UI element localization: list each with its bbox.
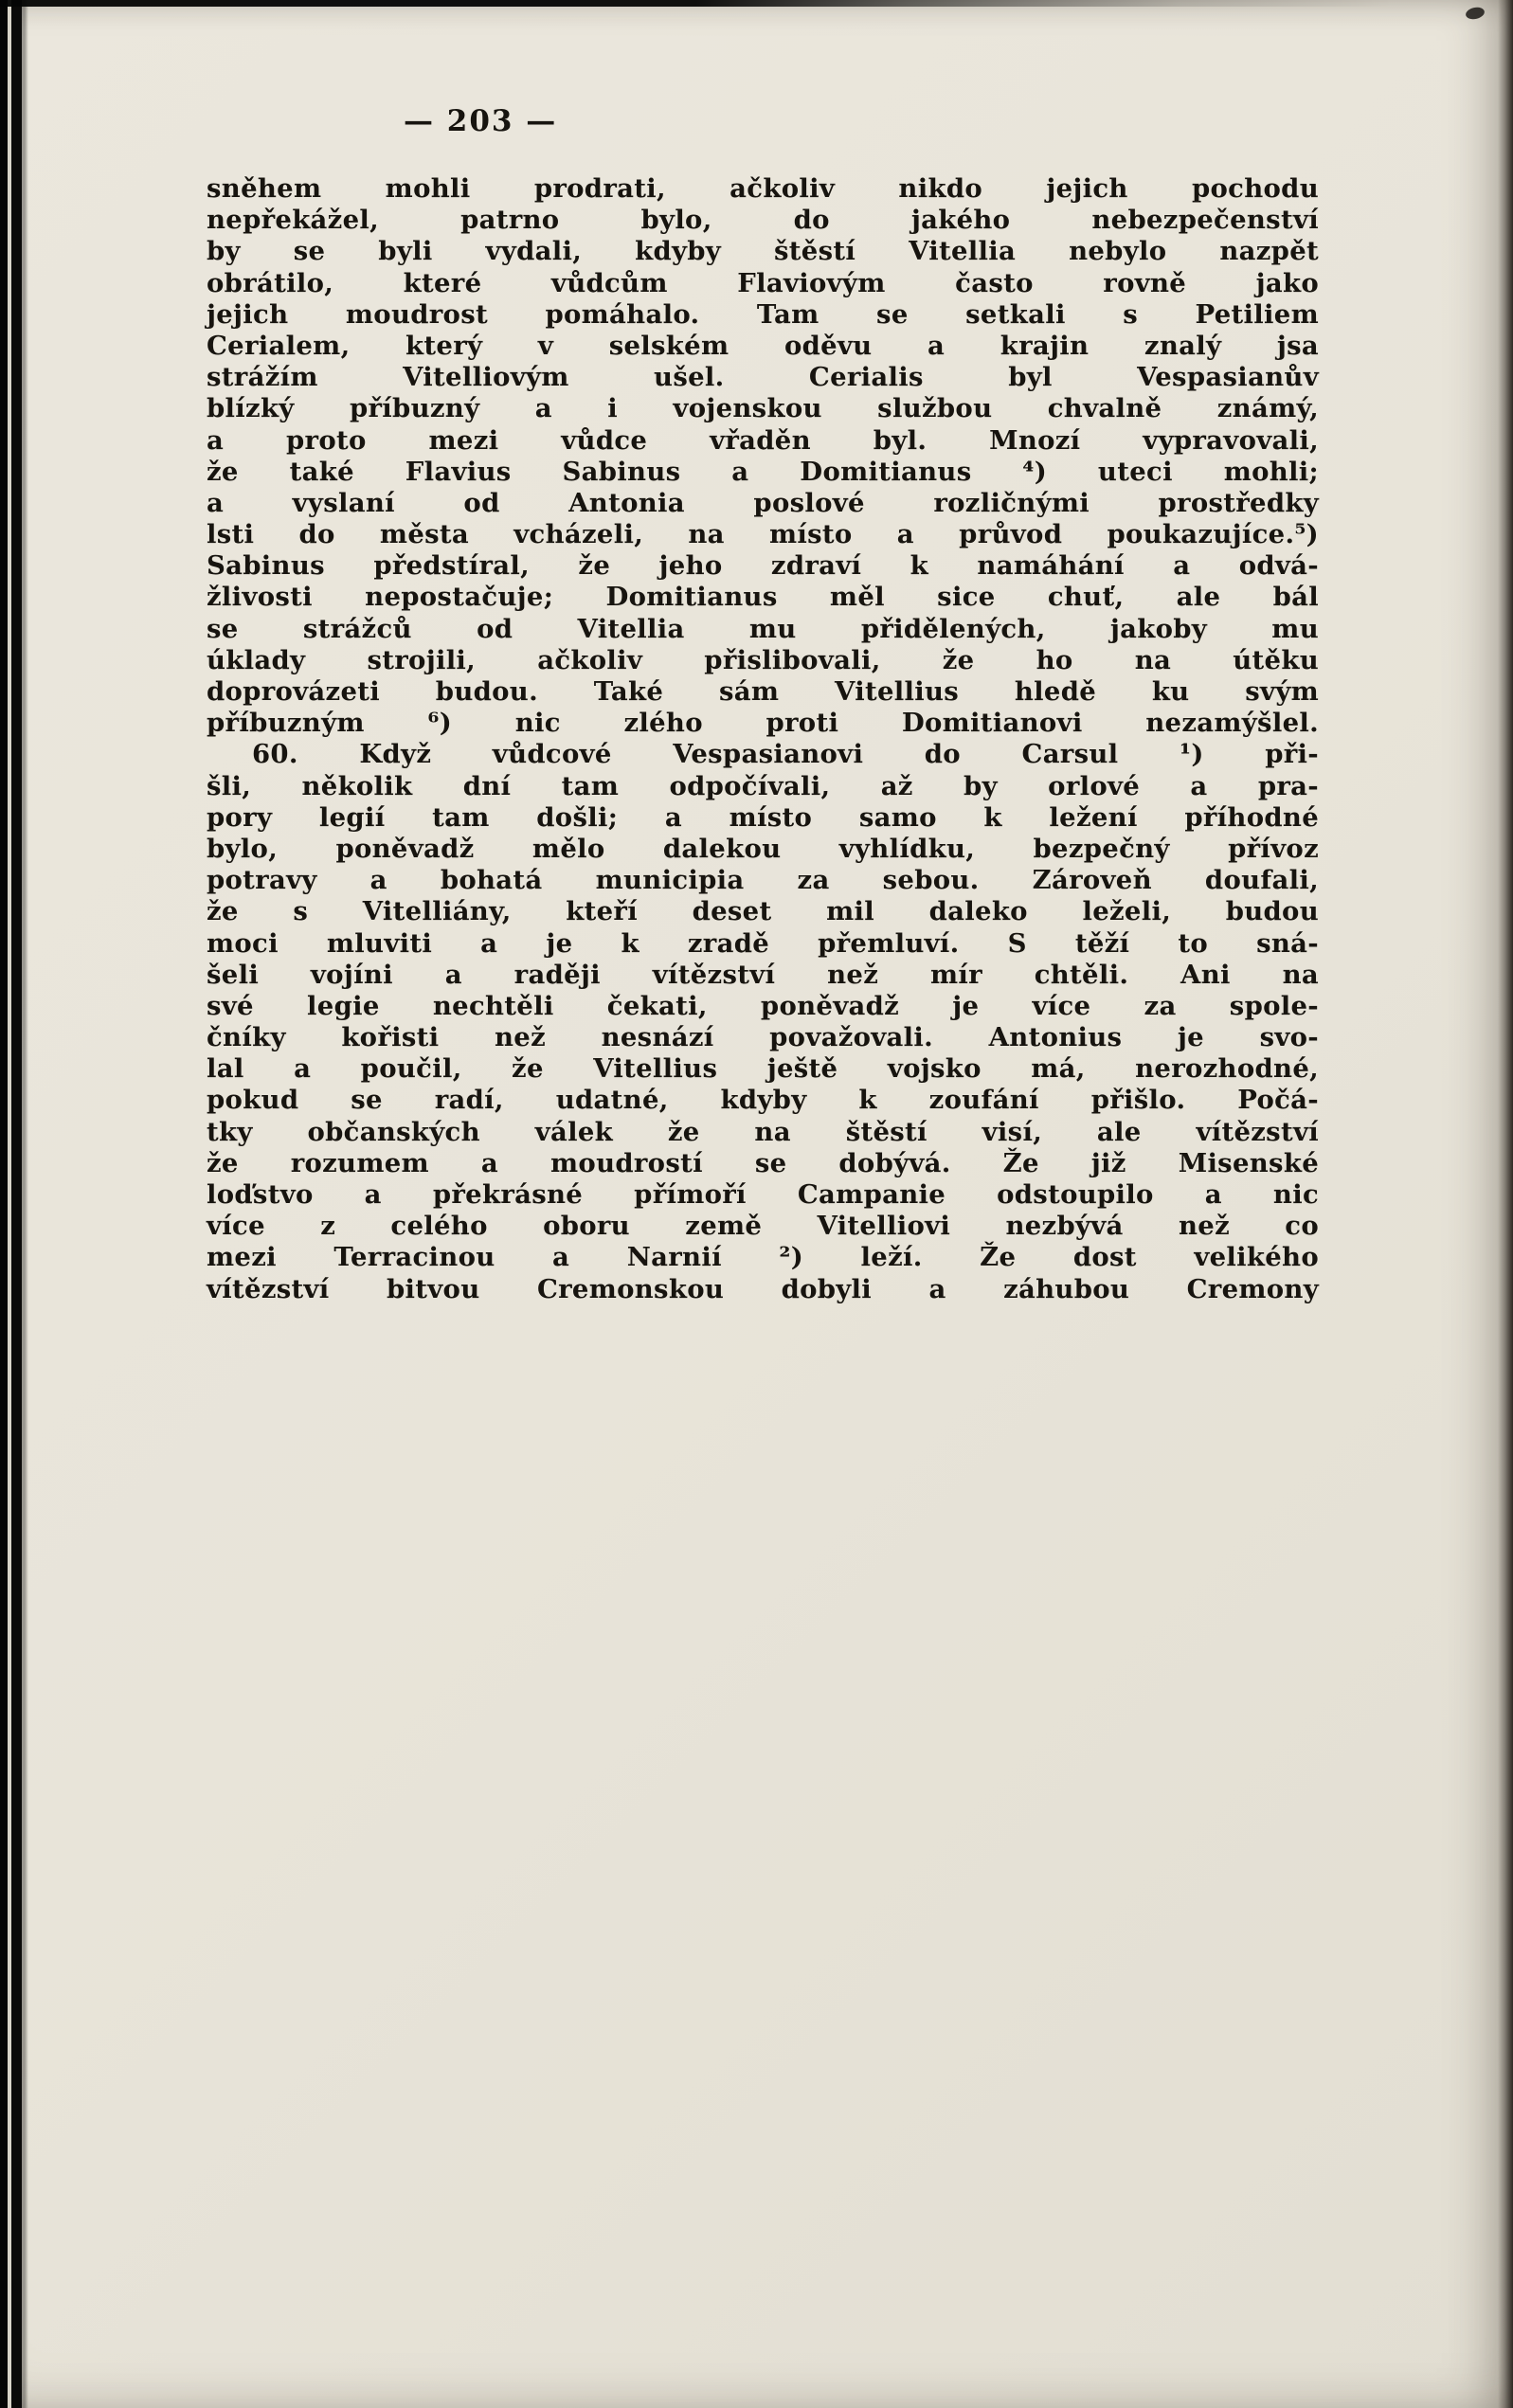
text-line: strážím Vitelliovým ušel. Cerialis byl Vespasianův (207, 362, 1319, 393)
text-line: lal a poučil, že Vitellius ještě vojsko má, nerozhodné, (207, 1053, 1319, 1085)
text-line: jejich moudrost pomáhalo. Tam se setkali s Petiliem (207, 298, 1319, 330)
text-line: více z celého oboru země Vitelliovi nezbývá než co (207, 1211, 1319, 1242)
text-line: že s Vitelliány, kteří deset mil daleko leželi, budou (207, 896, 1319, 927)
text-line: své legie nechtěli čekati, poněvadž je více za spole- (207, 990, 1319, 1021)
text-line: šeli vojíni a raději vítězství než mír chtěli. Ani na (207, 959, 1319, 990)
page-number: — 203 — (404, 104, 558, 138)
text-line: úklady strojili, ačkoliv přislibovali, že ho na útěku (207, 644, 1319, 675)
text-line: by se byli vydali, kdyby štěstí Vitellia nebylo nazpět (207, 236, 1319, 267)
text-line: mezi Terracinou a Narnií ²) leží. Že dost velikého (207, 1242, 1319, 1273)
scan-speck (1465, 6, 1486, 21)
text-block (207, 173, 1319, 1305)
text-line: a proto mezi vůdce vřaděn byl. Mnozí vypravovali, (207, 424, 1319, 456)
text-line: 60. Když vůdcové Vespasianovi do Carsul ¹) při- (252, 739, 1319, 770)
text-line: Cerialem, který v selském oděvu a krajin znalý jsa (207, 330, 1319, 361)
text-line: blízký příbuzný a i vojenskou službou chvalně známý, (207, 393, 1319, 424)
text-line: pory legií tam došli; a místo samo k ležení příhodné (207, 801, 1319, 833)
text-line: obrátilo, které vůdcům Flaviovým často rovně jako (207, 267, 1319, 298)
text-line: a vyslaní od Antonia poslové rozličnými prostředky (207, 487, 1319, 518)
text-line: se strážců od Vitellia mu přidělených, jakoby mu (207, 613, 1319, 644)
text-line: loďstvo a překrásné přímoří Campanie odstoupilo a nic (207, 1179, 1319, 1210)
scan-edge-right (1498, 0, 1513, 2408)
text-line: bylo, poněvadž mělo dalekou vyhlídku, bezpečný přívoz (207, 833, 1319, 864)
text-line: sněhem mohli prodrati, ačkoliv nikdo jejich pochodu (207, 173, 1319, 204)
text-line: pokud se radí, udatné, kdyby k zoufání přišlo. Počá- (207, 1085, 1319, 1116)
text-line: že také Flavius Sabinus a Domitianus ⁴) uteci mohli; (207, 456, 1319, 487)
scan-edge-top (0, 0, 1513, 7)
text-line: že rozumem a moudrostí se dobývá. Že již Misenské (207, 1147, 1319, 1178)
text-line: doprovázeti budou. Také sám Vitellius hledě ku svým (207, 676, 1319, 707)
text-line: příbuzným ⁶) nic zlého proti Domitianovi nezamýšlel. (207, 708, 1319, 739)
text-line: moci mluviti a je k zradě přemluví. S těží to sná- (207, 927, 1319, 959)
text-line: vítězství bitvou Cremonskou dobyli a záhubou Cremony (207, 1273, 1319, 1304)
text-line: nepřekážel, patrno bylo, do jakého nebezpečenství (207, 205, 1319, 236)
text-line: šli, několik dní tam odpočívali, až by orlové a pra- (207, 770, 1319, 801)
text-line: tky občanských válek že na štěstí visí, ale vítězství (207, 1116, 1319, 1147)
text-line: potravy a bohatá municipia za sebou. Zároveň doufali, (207, 865, 1319, 896)
text-line: Sabinus předstíral, že jeho zdraví k namáhání a odvá- (207, 550, 1319, 582)
scan-edge-left (0, 0, 28, 2408)
text-line: žlivosti nepostačuje; Domitianus měl sice chuť, ale bál (207, 582, 1319, 613)
text-line: lsti do města vcházeli, na místo a průvod poukazujíce.⁵) (207, 519, 1319, 550)
text-line: čníky kořisti než nesnází považovali. Antonius je svo- (207, 1022, 1319, 1053)
